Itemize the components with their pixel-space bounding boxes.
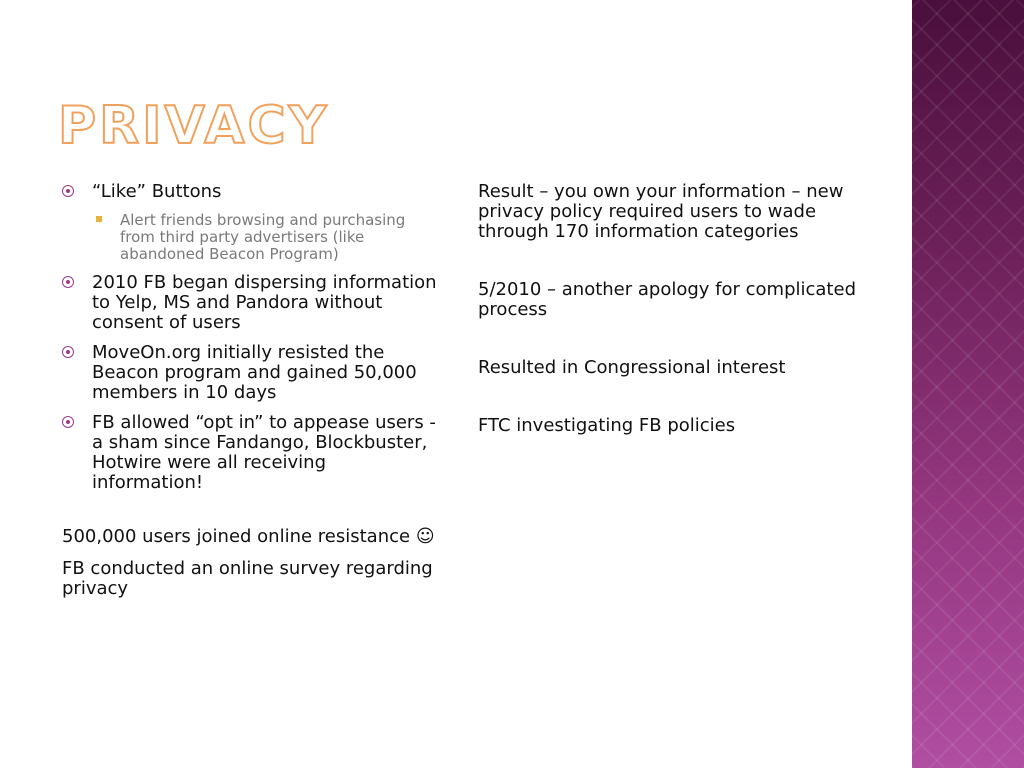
paragraph: 5/2010 – another apology for complicated process xyxy=(478,279,856,320)
paragraph: 500,000 users joined online resistance ☺ xyxy=(62,526,435,547)
paragraph: FB conducted an online survey regarding privacy xyxy=(62,558,433,599)
circle-bullet-icon xyxy=(62,185,74,197)
circle-bullet-icon xyxy=(62,416,74,428)
bullet-text: MoveOn.org initially resisted the Beacon program and gained 50,000 members in 10 days xyxy=(92,342,417,403)
paragraph: FTC investigating FB policies xyxy=(478,415,736,436)
bullet-text: “Like” Buttons xyxy=(92,181,222,202)
left-column xyxy=(62,182,442,599)
circle-bullet-icon xyxy=(62,346,74,358)
sub-bullet-text: Alert friends browsing and purchasing from third party advertisers (like abandoned Beacon Program) xyxy=(120,211,406,263)
bullet-item xyxy=(62,413,442,493)
bullet-text: FB allowed “opt in” to appease users - a sham since Fandango, Blockbuster, Hotwire were all receiving information! xyxy=(92,412,436,493)
sub-bullet-item xyxy=(92,212,442,263)
slide-title: PRIVACY xyxy=(58,96,330,156)
right-column xyxy=(478,182,858,474)
paragraph: Resulted in Congressional interest xyxy=(478,357,786,378)
bullet-text: 2010 FB began dispersing information to Yelp, MS and Pandora without consent of users xyxy=(92,272,437,333)
decorative-side-band xyxy=(912,0,1024,768)
square-bullet-icon xyxy=(96,216,102,222)
bullet-item xyxy=(62,343,442,403)
circle-bullet-icon xyxy=(62,276,74,288)
paragraph: Result – you own your information – new privacy policy required users to wade through 170 information categories xyxy=(478,181,844,242)
bullet-item xyxy=(62,182,442,202)
bullet-item xyxy=(62,273,442,333)
